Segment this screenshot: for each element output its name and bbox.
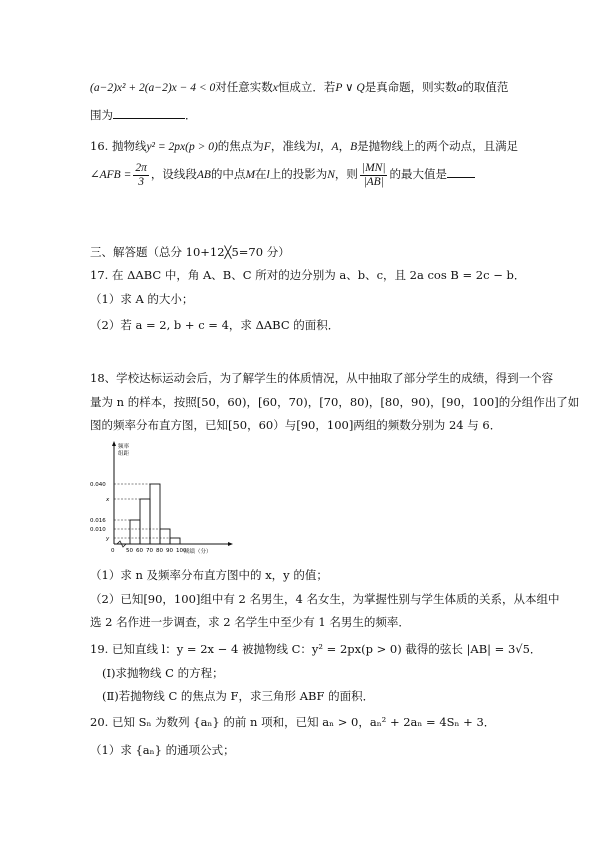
q15-a: a [456,82,463,94]
q16-answer-blank[interactable] [447,177,475,178]
histogram-bar [140,499,150,544]
q16-B: B [350,141,358,153]
q15-answer-blank[interactable] [113,118,185,119]
q17-part2: （2）若 a = 2, b + c = 4，求 ΔABC 的面积． [90,318,340,332]
q15-pq: P ∨ Q [335,82,365,94]
q16-text4: ， [320,139,332,153]
histogram-bar [130,520,140,544]
q18-stem-line2: 量为 n 的样本，按照[50，60)，[60，70)，[70，80)，[80，90)，[90，100]的分组作出了如 [90,395,580,409]
section3-heading: 三、解答题（总分 10+12╳5=70 分） [90,245,290,259]
q16-text9: 在 [255,167,267,181]
q16-ratio-num: |MN| [361,161,386,174]
q18-part1: （1）求 n 及频率分布直方图中的 x，y 的值； [90,568,328,582]
q19-stem: 19. 已知直线 l：y = 2x − 4 被抛物线 C：y² = 2px(p > 0) 截得的弦长 |AB| = 3√5． [90,642,542,656]
q15-line2-text: 围为 [90,108,113,122]
q16-A: A [331,141,339,153]
q16-frac-den: 3 [138,175,144,188]
q16-parabola: y² = 2px(p > 0) [146,141,218,153]
x-axis-label: 成绩（分） [184,549,212,555]
q15-line1 [90,78,530,97]
q15-line2 [90,106,530,124]
q16-text3: ，准线为 [270,139,317,153]
q15-text3: 是真命题，则实数 [364,80,457,94]
x-tick-label: 0 [111,548,115,554]
y-tick-label: 0.016 [90,518,106,524]
q15-inequality: (a−2)x² + 2(a−2)x − 4 < 0 [90,82,216,94]
q16-text6: 是抛物线上的两个动点，且满足 [357,139,519,153]
q16-text12: 的最大值是 [389,167,447,181]
q15-x: x [272,82,278,94]
q18-stem-line1: 18、学校达标运动会后，为了解学生的体质情况，从中抽取了部分学生的成绩，得到一个容 [90,371,554,385]
histogram-bar [160,529,170,544]
x-tick-label: 90 [166,548,173,554]
q16-text11: ，则 [334,167,358,181]
q15-text2: 恒成立．若 [277,80,336,94]
q15-end: ． [185,108,197,122]
q18-part2-line1: （2）已知[90，100]组中有 2 名男生，4 名女生，为掌握性别与学生体质的关系，从本组中 [90,592,560,606]
y-tick-label: 0.010 [90,527,106,533]
y-tick-label: y [106,536,110,542]
q19-part1: (Ⅰ)求抛物线 C 的方程； [102,666,224,680]
x-tick-label: 100 [176,548,187,554]
q16-N: N [327,169,335,181]
y-tick-label: 0.040 [90,482,106,488]
q16-l: l [316,141,321,153]
y-axis-arrow [112,441,116,446]
q16-M: M [245,169,256,181]
q16-angle: ∠AFB = [90,169,132,181]
x-axis-arrow [228,542,233,546]
q15-text4: 的取值范 [462,80,509,94]
q17-stem: 17. 在 ΔABC 中，角 A、B、C 所对的边分别为 a、b、c，且 2a cos B = 2c − b． [90,268,526,282]
histogram-bar [150,484,160,544]
q18-stem-line3: 图的频率分布直方图，已知[50，60）与[90，100]两组的频数分别为 24 与 6． [90,418,502,432]
q19-part2: (Ⅱ)若抛物线 C 的焦点为 F，求三角形 ABF 的面积． [102,689,375,703]
q16-text8: 的中点 [210,167,246,181]
q16-line2 [90,160,530,189]
q20-part1: （1）求 {aₙ} 的通项公式； [90,743,235,757]
y-axis-label-top: 频率 [118,444,130,450]
histogram-bar [170,538,180,544]
q16-number: 16. [90,139,109,153]
q16-ratio-fraction [360,162,388,189]
q16-text1: 抛物线 [111,139,147,153]
x-tick-label: 60 [136,548,143,554]
q16-AB: AB [196,169,211,181]
q16-text2: 的焦点为 [217,139,264,153]
q16-angle-fraction [133,162,149,189]
q16-line1 [90,137,530,156]
q16-text7: ，设线段 [150,167,197,181]
q15-text1: 对任意实数 [215,80,273,94]
q20-stem: 20. 已知 Sₙ 为数列 {aₙ} 的前 n 项和，已知 aₙ > 0，aₙ² + 2aₙ = 4Sₙ + 3． [90,715,496,729]
y-tick-label: x [106,497,110,503]
frequency-histogram [88,440,238,558]
q16-text5: ， [338,139,351,153]
y-axis-label-bottom: 组距 [118,451,130,457]
x-tick-label: 80 [156,548,163,554]
q16-l2: l [266,169,270,181]
x-tick-label: 50 [126,548,133,554]
q17-part1: （1）求 A 的大小； [90,292,194,306]
q16-F: F [263,141,271,153]
q16-frac-num: 2π [135,161,147,174]
q16-ratio-den: |AB| [363,175,384,188]
q16-text10: 上的投影为 [269,167,328,181]
q18-part2-line2: 选 2 名作进一步调查，求 2 名学生中至少有 1 名男生的频率． [90,615,410,629]
x-tick-label: 70 [146,548,153,554]
